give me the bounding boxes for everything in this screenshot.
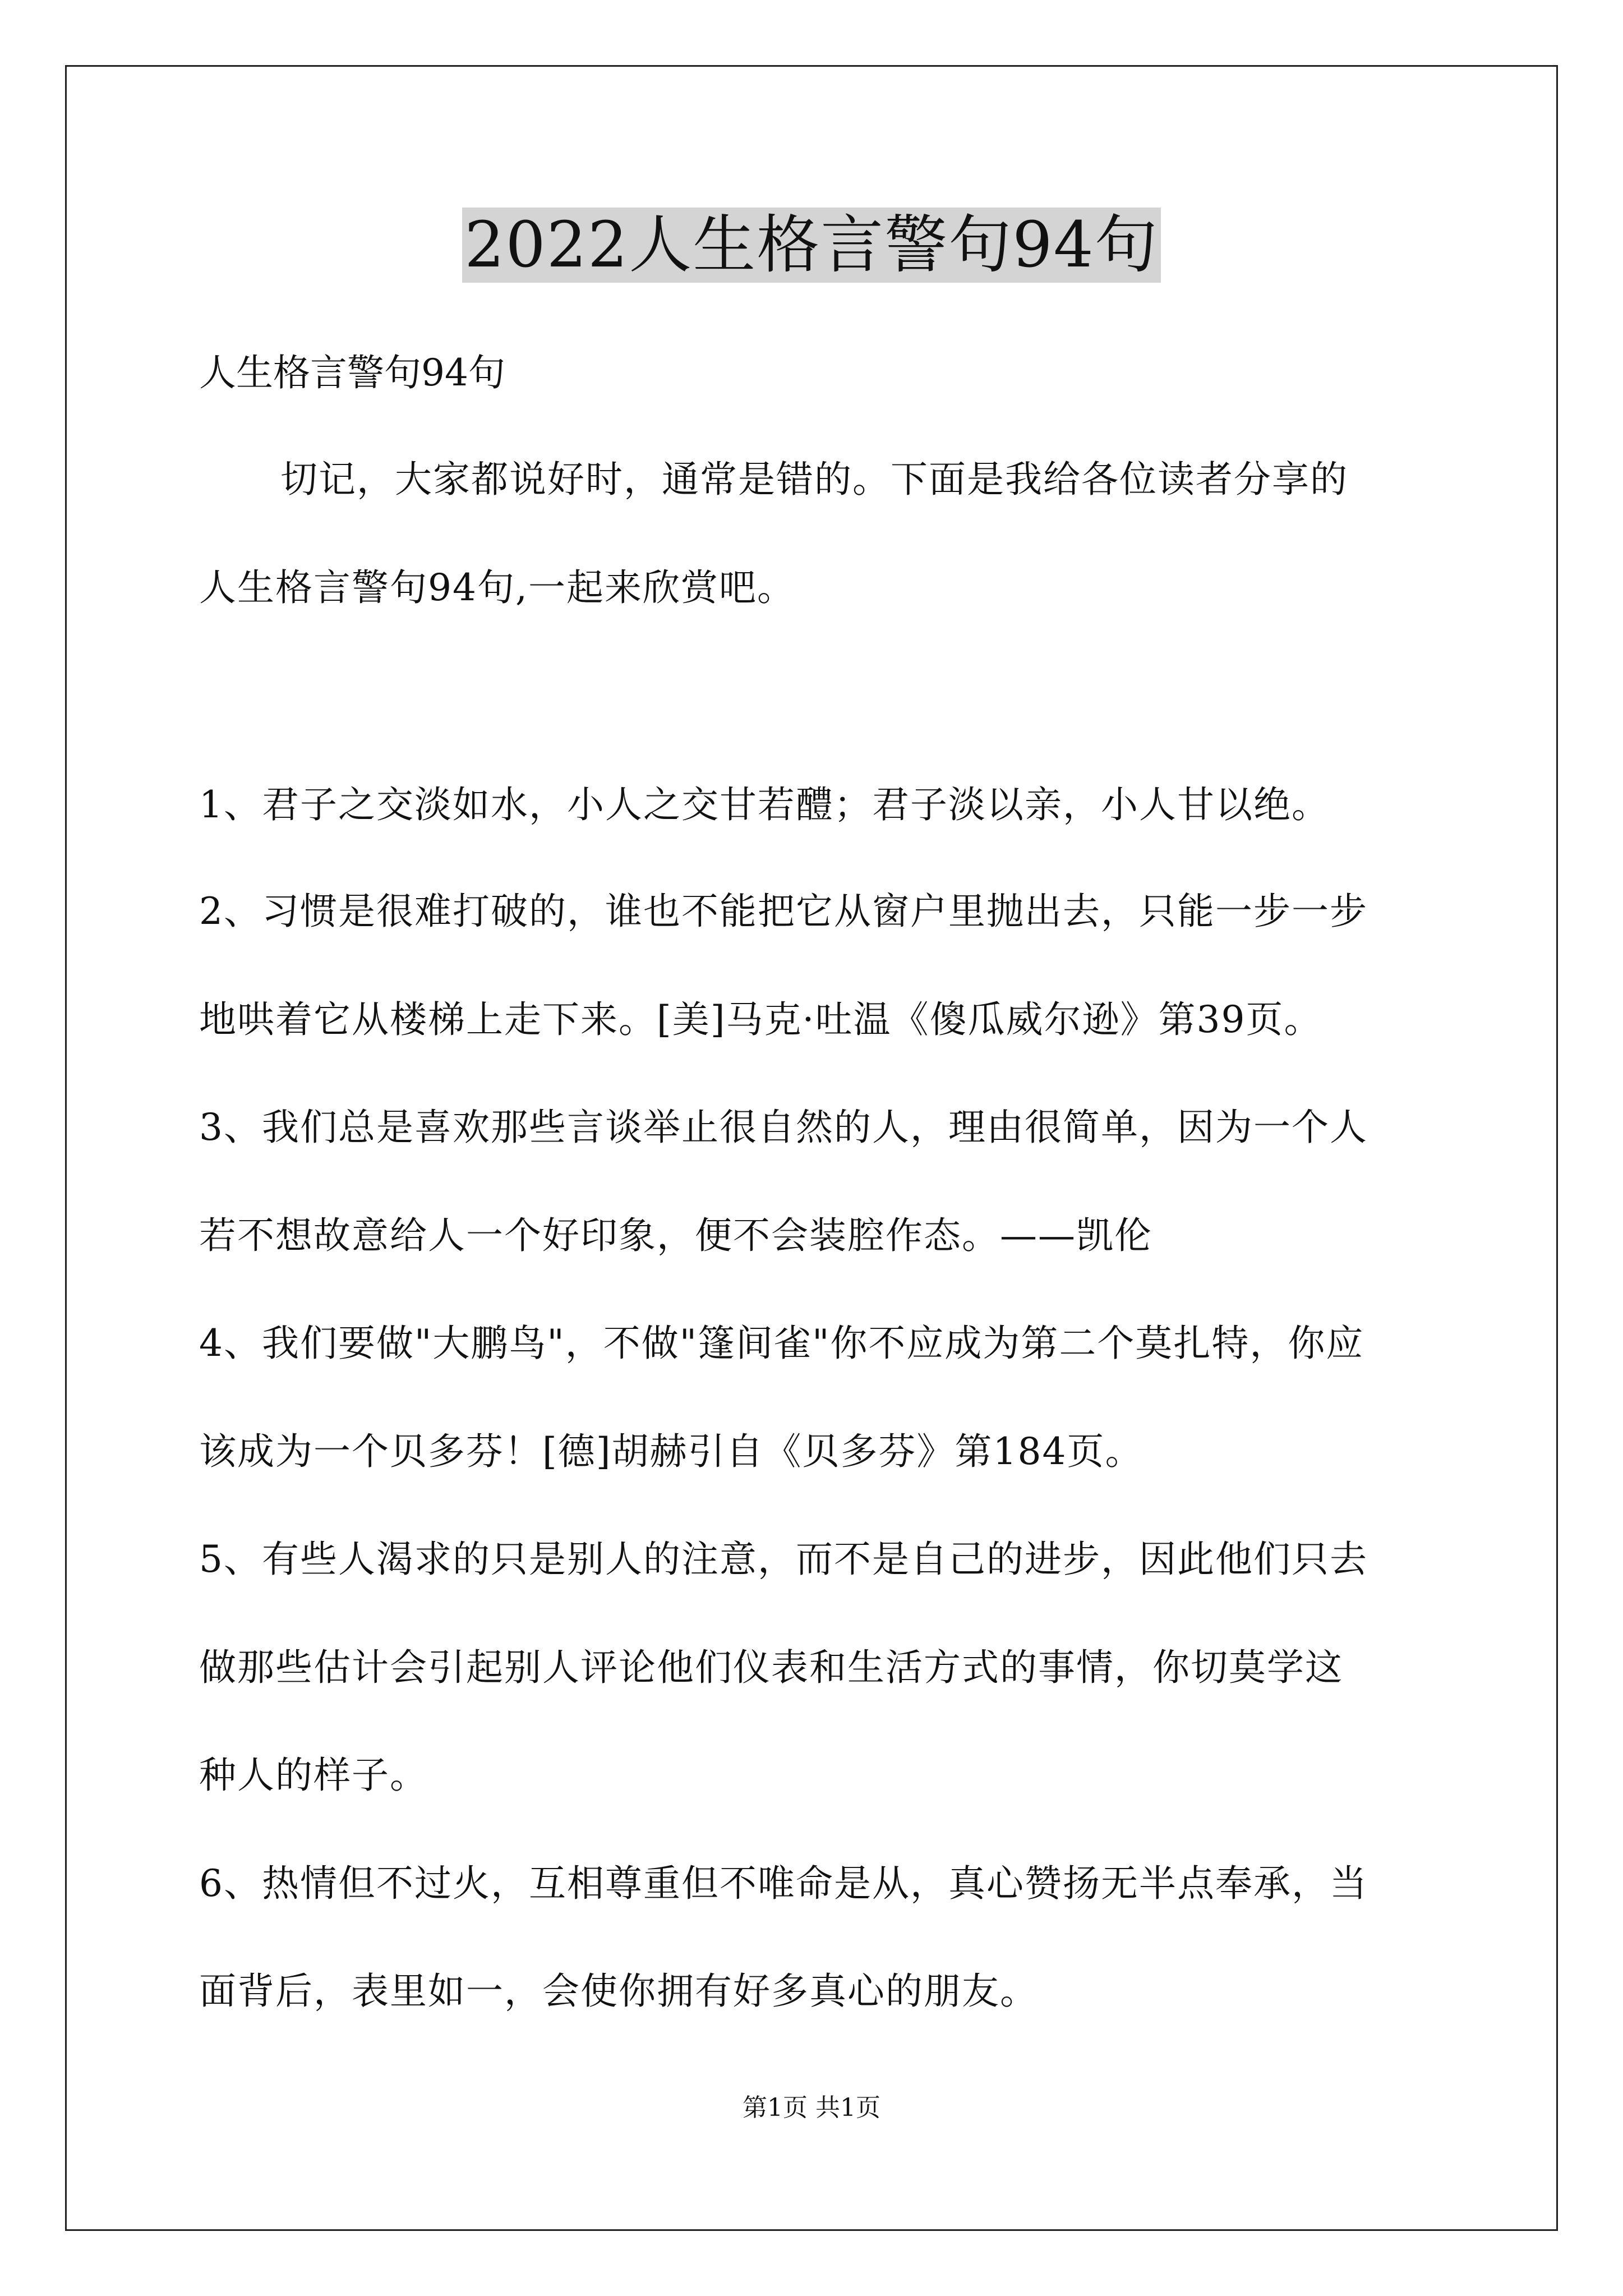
body-line: 种人的样子。 xyxy=(199,1754,428,1797)
body-line: 该成为一个贝多芬！[德]胡赫引自《贝多芬》第184页。 xyxy=(199,1430,1144,1473)
document-subtitle: 人生格言警句94句 xyxy=(199,351,505,394)
intro-line: 人生格言警句94句,一起来欣赏吧。 xyxy=(199,566,795,609)
document-title xyxy=(0,208,1623,283)
body-line: 6、热情但不过火，互相尊重但不唯命是从，真心赞扬无半点奉承，当 xyxy=(199,1862,1368,1905)
body-line: 2、习惯是很难打破的，谁也不能把它从窗户里抛出去，只能一步一步 xyxy=(199,890,1368,933)
page-footer: 第1页 共1页 xyxy=(743,2093,880,2122)
intro-line: 切记，大家都说好时，通常是错的。下面是我给各位读者分享的 xyxy=(280,458,1348,501)
body-line: 4、我们要做"大鹏鸟"，不做"篷间雀"你不应成为第二个莫扎特，你应 xyxy=(199,1322,1364,1365)
body-line: 若不想故意给人一个好印象，便不会装腔作态。——凯伦 xyxy=(199,1214,1152,1257)
title-text: 2022人生格言警句94句 xyxy=(462,208,1161,283)
body-line: 面背后，表里如一，会使你拥有好多真心的朋友。 xyxy=(199,1970,1038,2013)
body-line: 做那些估计会引起别人评论他们仪表和生活方式的事情，你切莫学这 xyxy=(199,1646,1343,1689)
body-line: 3、我们总是喜欢那些言谈举止很自然的人，理由很简单，因为一个人 xyxy=(199,1106,1368,1149)
body-line: 1、君子之交淡如水，小人之交甘若醴；君子淡以亲，小人甘以绝。 xyxy=(199,783,1330,826)
body-line: 5、有些人渴求的只是别人的注意，而不是自己的进步，因此他们只去 xyxy=(199,1538,1368,1581)
body-line: 地哄着它从楼梯上走下来。[美]马克·吐温《傻瓜威尔逊》第39页。 xyxy=(199,998,1322,1041)
